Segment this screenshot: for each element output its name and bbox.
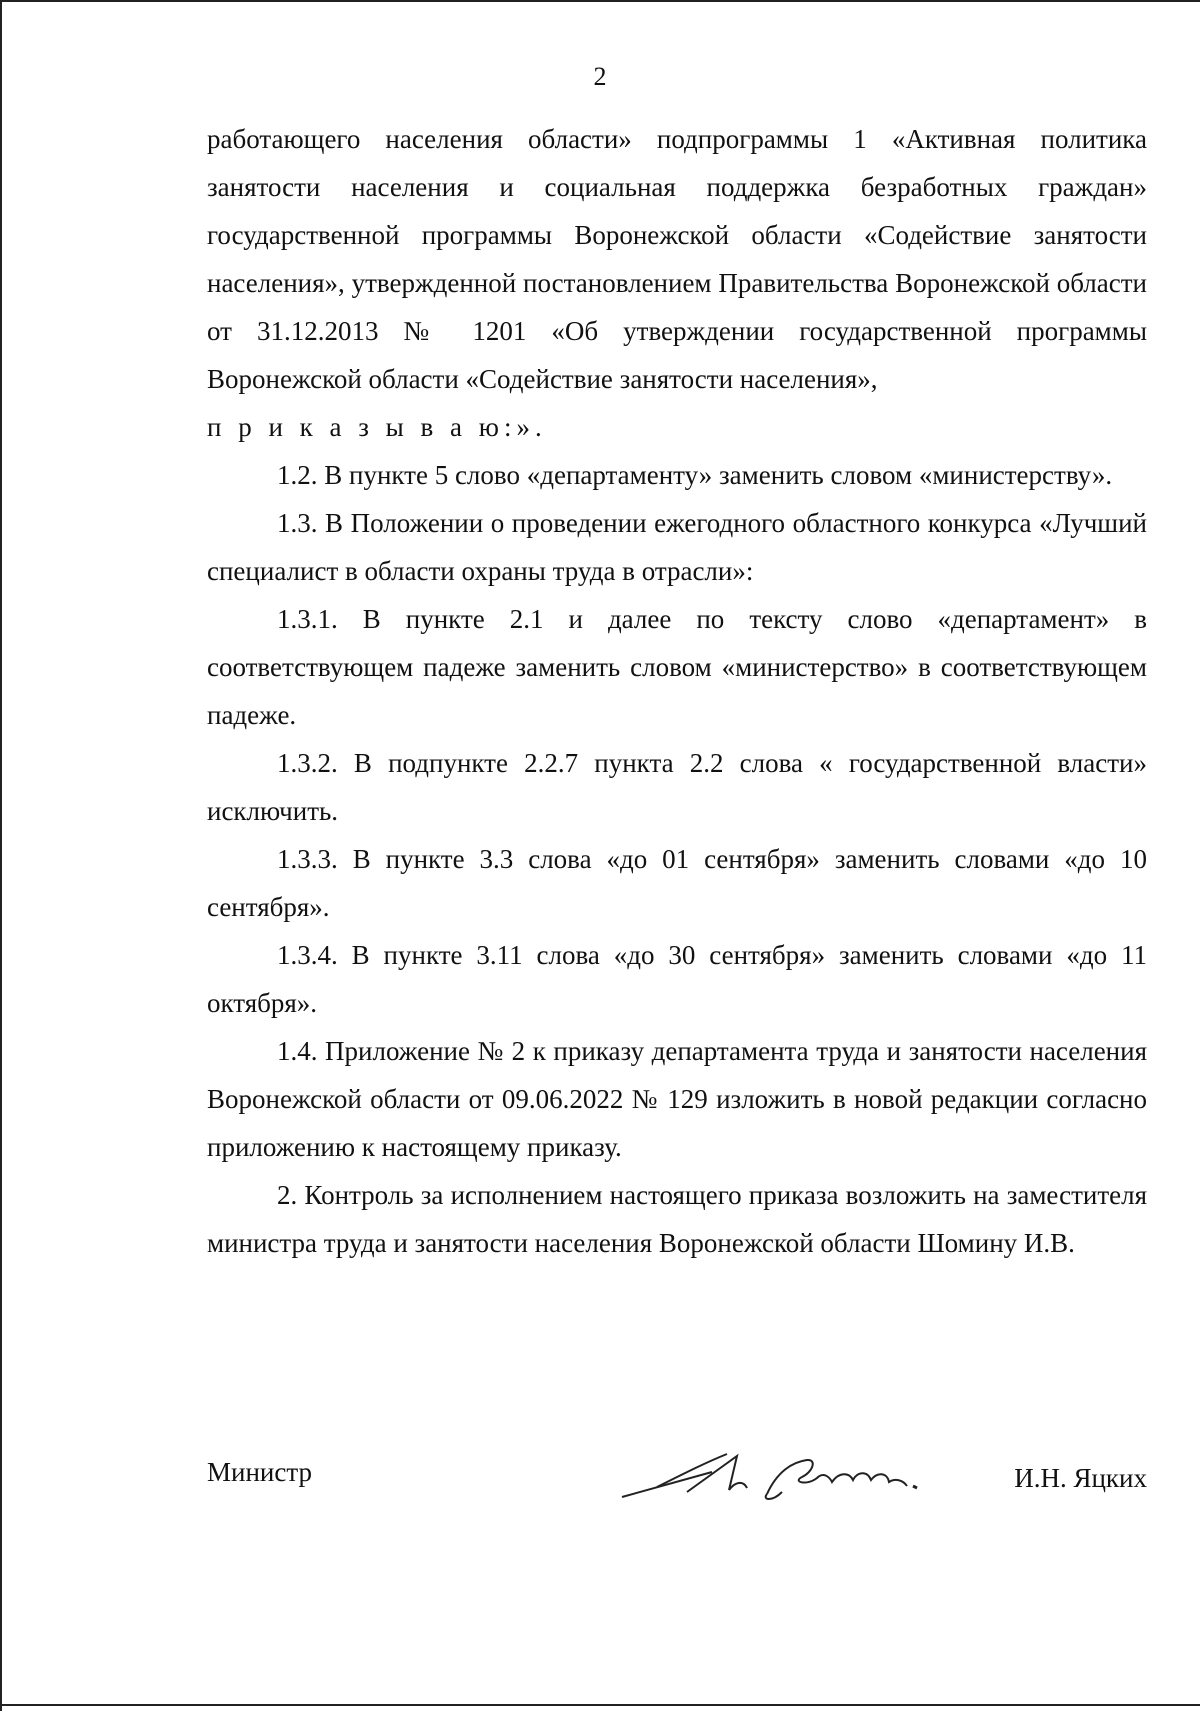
scan-edge-top [0, 0, 1200, 2]
paragraph-1-4: 1.4. Приложение № 2 к приказу департамента труда и занятости населения Воронежской области от 09.06.2022 № 129 изложить в новой редакции согласно приложению к настоящему приказу. [207, 1036, 1147, 1162]
paragraph-1-3-2: 1.3.2. В подпункте 2.2.7 пункта 2.2 слова « государственной власти» исключить. [207, 748, 1147, 826]
signatory-title: Министр [207, 1457, 312, 1487]
paragraph-1-3-4: 1.3.4. В пункте 3.11 слова «до 30 сентября» заменить словами «до 11 октября». [207, 940, 1147, 1018]
paragraph-1-3: 1.3. В Положении о проведении ежегодного областного конкурса «Лучший специалист в области охраны труда в отрасли»: [207, 508, 1147, 586]
paragraph-continuation: работающего населения области» подпрограммы 1 «Активная политика занятости населения и социальная поддержка безработных граждан» государственной программы Воронежской области «Содействие занятости населения», утвержденной постановлением Правительства Воронежской области от 31.12.2013 № 1201 «Об утверждении государственной программы Воронежской области «Содействие занятости населения», [207, 124, 1147, 394]
paragraph-1-2: 1.2. В пункте 5 слово «департаменту» заменить словом «министерству». [277, 460, 1113, 490]
paragraph-2: 2. Контроль за исполнением настоящего приказа возложить на заместителя министра труда и занятости населения Воронежской области Шомину И.В. [207, 1180, 1147, 1258]
signature-block [207, 1448, 1147, 1518]
paragraph-1-3-1: 1.3.1. В пункте 2.1 и далее по тексту слово «департамент» в соответствующем падеже заменить словом «министерство» в соответствующем падеже. [207, 604, 1147, 730]
page-number: 2 [593, 62, 607, 91]
scan-edge-bottom [0, 1704, 1200, 1706]
scan-edge-left [0, 0, 2, 1711]
order-word: п р и к а з ы в а ю:». [207, 412, 547, 442]
signatory-name: И.Н. Яцких [1014, 1463, 1147, 1493]
paragraph-1-3-3: 1.3.3. В пункте 3.3 слова «до 01 сентября» заменить словами «до 10 сентября». [207, 844, 1147, 922]
document-body [207, 115, 1147, 1267]
handwritten-signature [617, 1442, 947, 1512]
